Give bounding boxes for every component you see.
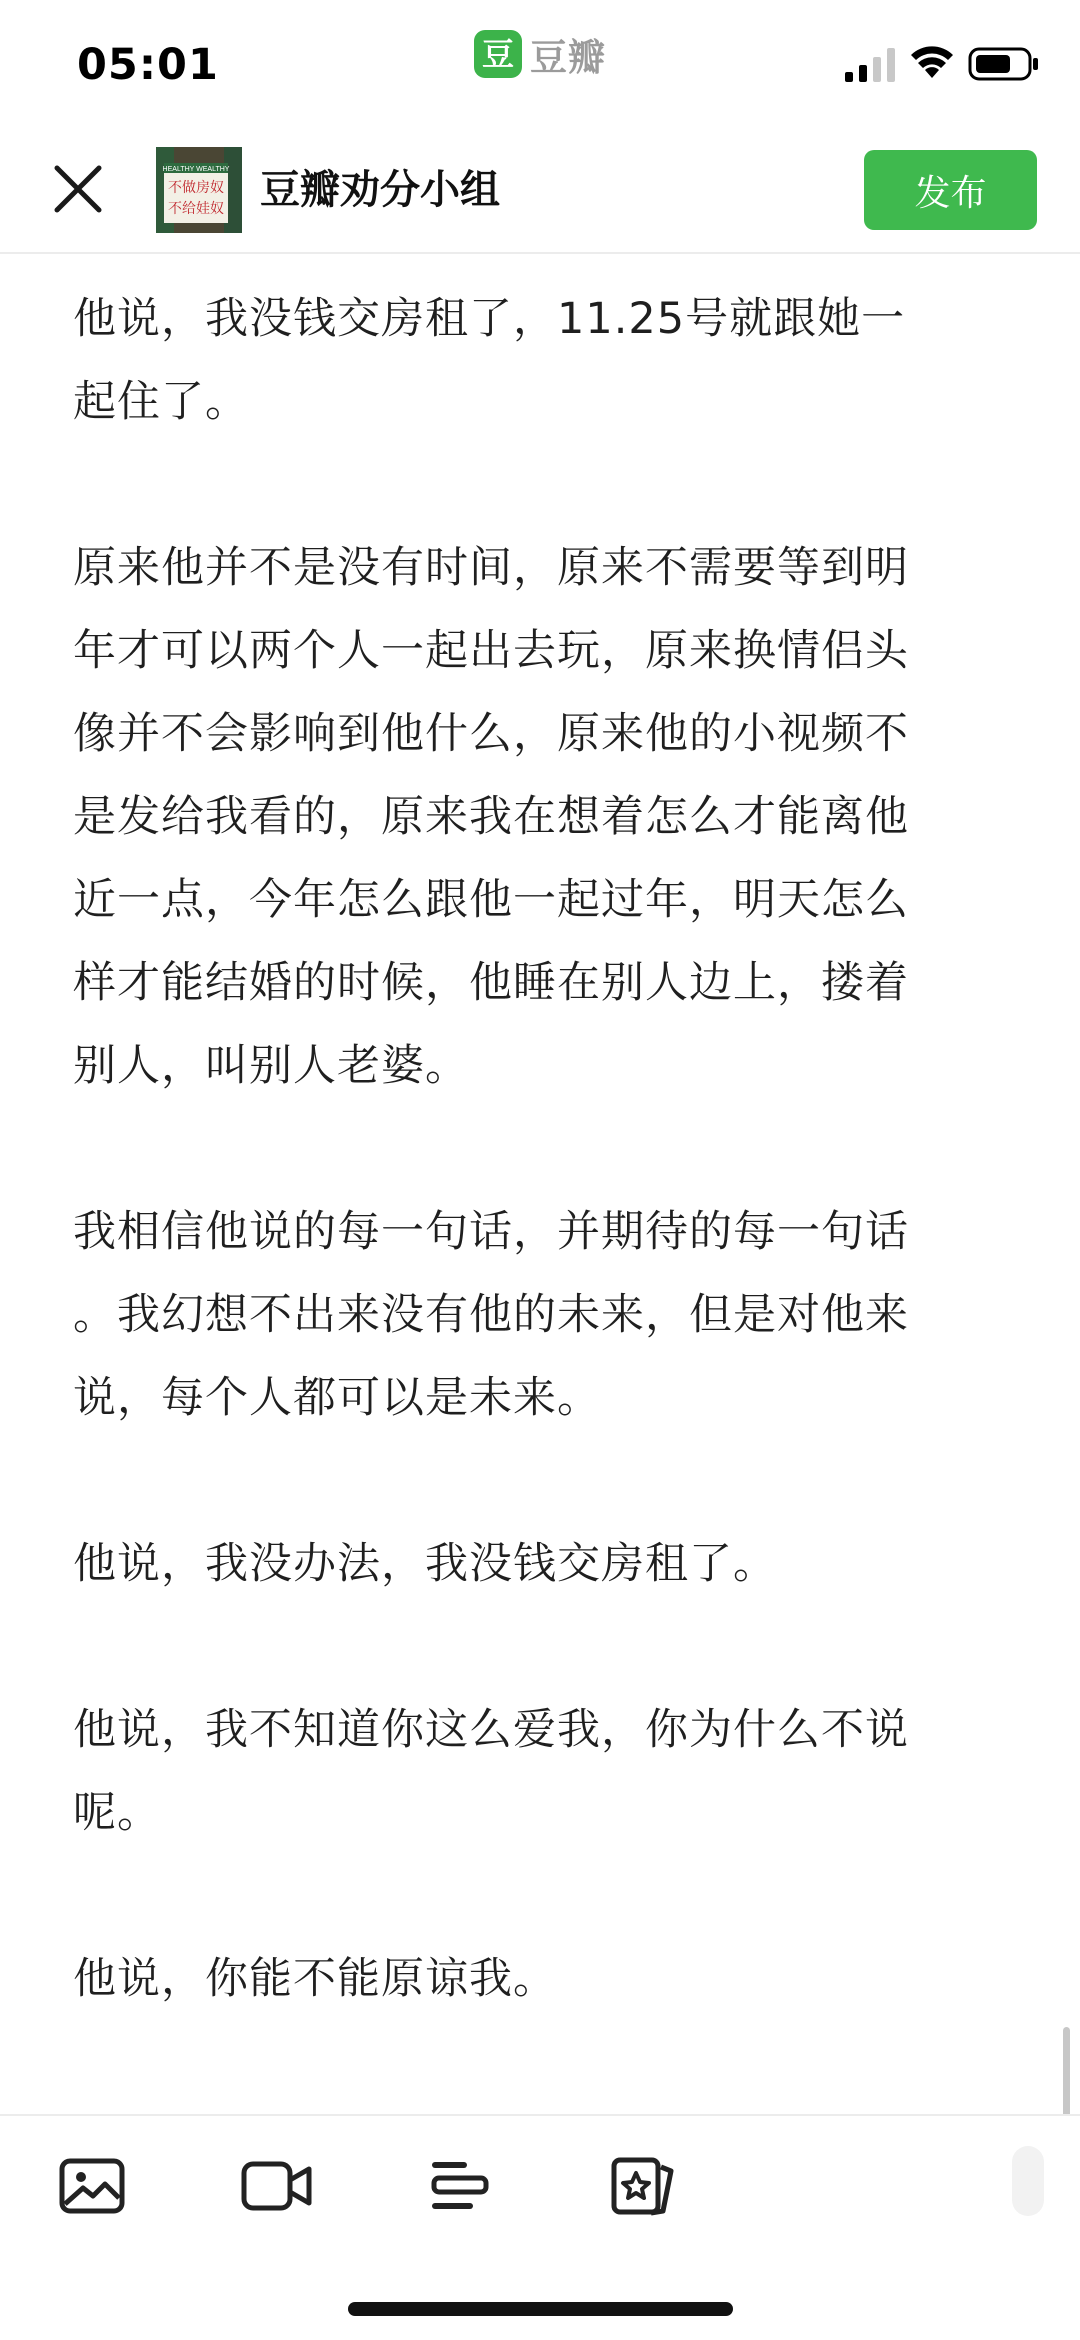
paragraph: 我相信他说的每一句话，并期待的每一句话 。我幻想不出来没有他的未来，但是对他来 说，每个人都可以是未来。 [73, 1207, 909, 1423]
publish-button[interactable]: 发布 [864, 150, 1037, 230]
insert-image-button[interactable] [52, 2146, 132, 2226]
close-button[interactable] [45, 156, 111, 222]
svg-text:不给娃奴: 不给娃奴 [168, 201, 224, 217]
post-content[interactable] [0, 254, 1080, 2114]
home-indicator [348, 2302, 733, 2316]
paragraph: 他说，我没办法，我没钱交房租了。 [73, 1539, 777, 1589]
close-icon [53, 164, 103, 214]
paragraph: 他说，你能不能原谅我。 [73, 1954, 557, 2004]
text-format-button[interactable] [420, 2146, 500, 2226]
brand-name: 豆瓣 [530, 36, 606, 79]
douban-logo-icon: 豆 [474, 30, 522, 78]
status-time: 05:01 [77, 40, 219, 90]
nav-bar [0, 130, 1080, 254]
image-icon [59, 2158, 125, 2214]
insert-card-button[interactable] [604, 2146, 684, 2226]
post-body [73, 278, 1013, 2187]
status-bar [0, 0, 1080, 130]
card-star-icon [611, 2155, 677, 2217]
keyboard-toggle[interactable] [1012, 2146, 1044, 2216]
wifi-icon [910, 44, 954, 80]
text-format-icon [430, 2158, 490, 2214]
video-icon [241, 2161, 313, 2211]
editor-toolbar [0, 2114, 1080, 2340]
insert-video-button[interactable] [237, 2146, 317, 2226]
group-avatar[interactable] [156, 147, 242, 233]
signal-icon [845, 48, 897, 82]
group-title[interactable]: 豆瓣劝分小组 [260, 167, 500, 213]
group-avatar-image [156, 147, 242, 233]
paragraph: 原来他并不是没有时间，原来不需要等到明 年才可以两个人一起出去玩，原来换情侣头 像并不会影响到他什么，原来他的小视频不 是发给我看的，原来我在想着怎么才能离他 近一点，今年怎么跟他一起过年，明天怎么 样才能结婚的时候，他睡在别人边上，搂着 别人，叫别人老婆。 [73, 543, 909, 1091]
paragraph: 他说，我没钱交房租了，11.25号就跟她一 起住了。 [73, 294, 906, 427]
svg-text:HEALTHY WEALTHY: HEALTHY WEALTHY [162, 166, 230, 173]
battery-icon [968, 46, 1040, 82]
douban-brand [474, 30, 606, 78]
paragraph: 他说，我不知道你这么爱我，你为什么不说 呢。 [73, 1705, 909, 1838]
svg-text:不做房奴: 不做房奴 [168, 180, 224, 196]
